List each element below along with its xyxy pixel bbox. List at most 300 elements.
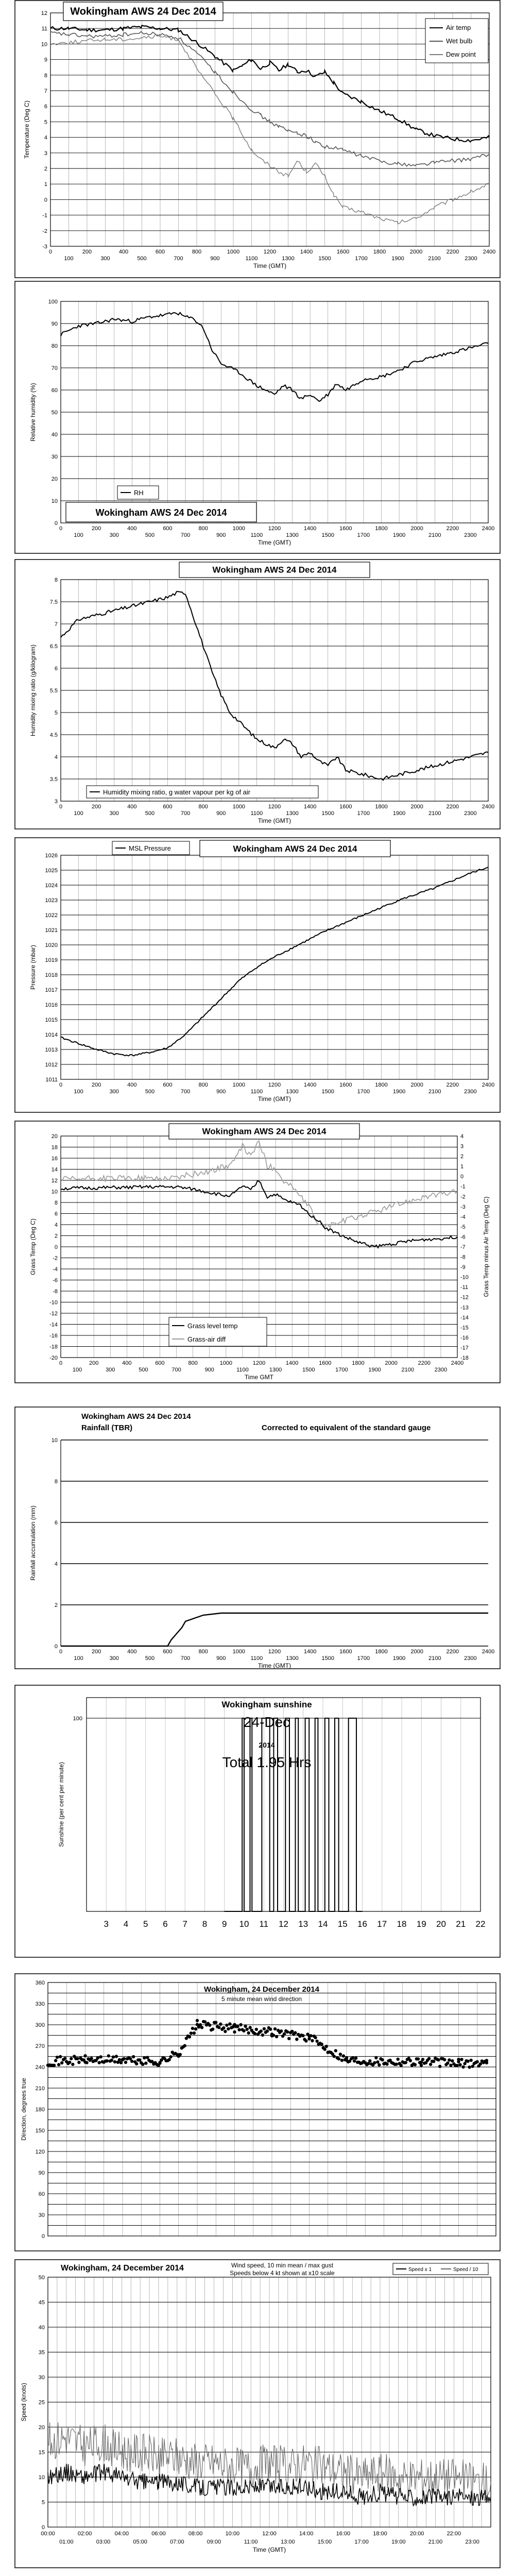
wind-direction-point [135,2062,138,2065]
grass-title: Wokingham AWS 24 Dec 2014 [202,1126,327,1137]
grass-ytick-label: -12 [49,1311,58,1317]
wspd-ytick-label: 45 [38,2299,45,2306]
rain-xtick-label: 1800 [375,1649,388,1655]
sun-xtick-label: 15 [337,1919,348,1929]
wind-direction-point [106,2059,109,2062]
wspd-ytick-label: 20 [38,2425,45,2431]
temp-ytick-label: 7 [44,88,47,94]
wind-direction-point [203,2020,207,2023]
hmr-xtick-label: 800 [198,804,208,810]
rh-ytick-label: 100 [48,299,58,305]
temp-xtick-label: 1100 [245,256,258,262]
rain-ytick-label: 0 [54,1643,58,1650]
wind-direction-point [301,2034,304,2037]
wind-direction-point [85,2061,88,2064]
wdir-ytick-label: 120 [35,2149,45,2155]
hmr-title: Wokingham AWS 24 Dec 2014 [212,565,337,575]
hmr-xtick-label: 2100 [428,810,441,817]
wind-direction-point [337,2057,340,2060]
wspd-xtick-label: 08:00 [188,2531,203,2537]
wind-direction-point [208,2024,211,2027]
wind-direction-point [309,2034,312,2037]
wind-direction-point [77,2061,80,2064]
rh-xtick-label: 2100 [428,532,441,538]
wind-direction-point [397,2058,400,2061]
temp-xtick-label: 300 [100,256,110,262]
grass-ytick-label: 8 [54,1200,58,1206]
sun-ylabel: Sunshine (per cent per minute) [58,1762,65,1847]
temp-ytick-label: 12 [41,10,47,16]
grass-xtick-label: 2100 [401,1367,414,1373]
temp-xtick-label: 1600 [336,249,350,255]
hmr-xtick-label: 1400 [303,804,317,810]
wspd-xtick-label: 22:00 [447,2531,461,2537]
rh-ytick-label: 0 [54,520,58,527]
temp-xtick-label: 1400 [300,249,313,255]
wdir-ytick-label: 90 [38,2170,45,2176]
temp-xlabel: Time (GMT) [253,262,287,269]
rh-xtick-label: 900 [216,532,226,538]
wdir-ytick-label: 270 [35,2043,45,2049]
rain-xtick-label: 800 [198,1649,208,1655]
wind-direction-point [260,2029,263,2032]
wind-direction-panel [14,1973,501,2251]
grass-ytick2-label: 2 [460,1154,464,1160]
wspd-xtick-label: 01:00 [59,2539,74,2545]
wspd-xtick-label: 06:00 [151,2531,166,2537]
temp-ytick-label: 6 [44,104,47,110]
wind-direction-point [448,2058,451,2061]
grass-xlabel: Time GMT [244,1374,274,1381]
grass-ytick-label: -2 [53,1255,58,1262]
wind-direction-point [320,2043,323,2046]
wspd-xtick-label: 04:00 [114,2531,129,2537]
wspd-xtick-label: 02:00 [77,2531,92,2537]
wind-direction-point [287,2037,290,2040]
wspd-xtick-label: 18:00 [373,2531,387,2537]
wind-direction-point [409,2059,412,2062]
wspd-ytick-label: 0 [41,2524,45,2531]
wind-direction-point [261,2033,264,2037]
pres-ylabel: Pressure (mbar) [29,945,37,990]
wind-direction-point [239,2023,242,2026]
rain-xtick-label: 1400 [303,1649,317,1655]
wind-direction-point [374,2056,377,2059]
rain-xtick-label: 1500 [321,1655,334,1662]
rh-xtick-label: 500 [145,532,155,538]
wdir-subtitle: 5 minute mean wind direction [221,1995,302,2003]
rainfall-panel [14,1406,501,1669]
wind-direction-point [333,2055,336,2058]
wspd-ytick-label: 5 [41,2499,45,2506]
grass-ytick-label: 14 [51,1166,58,1173]
pres-ytick-label: 1018 [45,972,58,978]
wind-direction-point [56,2056,59,2059]
hmr-xtick-label: 1500 [321,810,334,817]
wind-direction-point [438,2065,441,2068]
rain-xtick-label: 1000 [232,1649,246,1655]
wind-direction-point [183,2044,186,2047]
grass-ytick-label: -18 [49,1344,58,1350]
wind-direction-point [191,2027,194,2030]
pres-ytick-label: 1013 [45,1047,58,1053]
rh-ytick-label: 20 [51,476,58,482]
temp-ytick-label: 3 [44,150,47,157]
pres-ytick-label: 1023 [45,897,58,904]
wind-direction-point [113,2060,116,2063]
rain-xtick-label: 1600 [339,1649,352,1655]
temp-ytick-label: -1 [42,212,47,219]
wspd-ytick-label: 15 [38,2449,45,2456]
wdir-ytick-label: 300 [35,2022,45,2028]
wind-direction-point [437,2058,440,2061]
wind-speed-panel [14,2259,501,2568]
pres-ytick-label: 1024 [45,883,58,889]
wspd-legend-label: Speed x 1 [408,2267,432,2273]
pres-ytick-label: 1026 [45,853,58,859]
rh-ytick-label: 90 [51,321,58,327]
rain-xtick-label: 1100 [250,1655,263,1662]
wind-direction-point [368,2059,371,2062]
grass-xtick-label: 0 [59,1360,63,1366]
pres-xtick-label: 800 [198,1082,208,1088]
wind-direction-point [194,2027,197,2030]
grass-ytick2-label: -15 [460,1325,469,1331]
wind-direction-point [466,2060,469,2063]
rh-xtick-label: 400 [127,526,137,532]
wdir-ytick-label: 210 [35,2086,45,2092]
grass-ytick2-label: -4 [460,1214,466,1221]
grass-xtick-label: 200 [89,1360,99,1366]
wind-direction-point [304,2039,307,2042]
wind-direction-point [90,2057,93,2060]
grass-ytick2-label: -14 [460,1314,469,1321]
temp-ytick-label: 9 [44,57,47,63]
wdir-ylabel: Direction, degrees true [20,2078,27,2141]
pres-xtick-label: 1200 [268,1082,281,1088]
grass-ytick2-label: -13 [460,1304,469,1311]
grass-ytick-label: -6 [53,1277,58,1284]
grass-ytick2-label: -7 [460,1244,466,1250]
rh-ytick-label: 70 [51,365,58,371]
pres-xtick-label: 1700 [357,1089,370,1095]
rain-xtick-label: 2400 [482,1649,495,1655]
rh-xtick-label: 2000 [410,526,423,532]
rain-xlabel: Time (GMT) [258,1662,291,1669]
pres-xtick-label: 500 [145,1089,155,1095]
grass-ytick-label: 16 [51,1156,58,1162]
hmr-ytick-label: 6.5 [49,643,58,650]
wspd-xlabel: Time (GMT) [252,2546,286,2553]
grass-xtick-label: 2000 [385,1360,398,1366]
pres-xlabel: Time (GMT) [258,1095,291,1103]
temp-xtick-label: 1200 [263,249,277,255]
rh-xtick-label: 1800 [375,526,388,532]
wind-direction-point [461,2065,465,2069]
hmr-xtick-label: 900 [216,810,226,817]
hmr-xtick-label: 2300 [464,810,477,817]
hmr-xtick-label: 2200 [446,804,459,810]
wind-direction-point [283,2032,286,2036]
hmr-xtick-label: 600 [163,804,173,810]
wind-direction-point [236,2025,239,2028]
wspd-xtick-label: 20:00 [409,2531,424,2537]
wind-direction-point [193,2031,196,2035]
hmr-ytick-label: 3.5 [49,776,58,783]
wind-direction-point [138,2058,141,2061]
sun-xtick-label: 20 [436,1919,446,1929]
temp-xtick-label: 1700 [355,256,368,262]
temp-xtick-label: 500 [137,256,147,262]
rain-ytick-label: 8 [54,1479,58,1485]
rh-ylabel: Relative humidity (%) [29,383,37,442]
rh-xtick-label: 800 [198,526,208,532]
hmr-xtick-label: 400 [127,804,137,810]
wind-direction-point [124,2061,127,2064]
hmr-xtick-label: 2400 [482,804,495,810]
wind-direction-point [211,2027,214,2030]
wind-direction-point [196,2019,199,2022]
wind-direction-point [179,2053,182,2056]
grass-xtick-label: 2300 [434,1367,448,1373]
wind-direction-point [60,2061,63,2064]
grass-ytick-label: 20 [51,1133,58,1140]
wind-direction-point [334,2049,337,2052]
rain-ytick-label: 4 [54,1561,58,1567]
sun-xtick-label: 5 [143,1919,148,1929]
wdir-title: Wokingham, 24 December 2014 [204,1985,319,1994]
grass-ytick2-label: 3 [460,1143,464,1150]
rain-ytick-label: 2 [54,1602,58,1608]
hmr-xtick-label: 1200 [268,804,281,810]
rain-xtick-label: 700 [180,1655,191,1662]
temp-ytick-label: 5 [44,119,47,126]
temp-xtick-label: 0 [48,249,53,255]
wind-direction-point [83,2054,87,2057]
sun-title: Wokingham sunshine [221,1700,312,1709]
panel-border [15,838,500,1112]
temp-xtick-label: 2100 [428,256,441,262]
wspd-ytick-label: 40 [38,2325,45,2331]
wind-direction-point [246,2028,249,2031]
grass-ytick-label: -16 [49,1333,58,1339]
wind-direction-point [242,2029,245,2032]
rh-xtick-label: 1000 [232,526,246,532]
pres-xtick-label: 400 [127,1082,137,1088]
grass-xtick-label: 1200 [252,1360,266,1366]
wind-direction-point [63,2057,66,2060]
wind-direction-point [130,2060,133,2063]
grass-ytick2-label: -2 [460,1194,466,1200]
wind-direction-point [395,2063,398,2066]
hmr-xtick-label: 1600 [339,804,352,810]
pres-xtick-label: 100 [74,1089,83,1095]
rh-ytick-label: 30 [51,454,58,460]
rain-xtick-label: 900 [216,1655,226,1662]
hmr-ytick-label: 4 [54,754,58,760]
grass-xtick-label: 600 [155,1360,165,1366]
rain-ytick-label: 6 [54,1520,58,1526]
rh-xtick-label: 300 [109,532,119,538]
wind-direction-point [71,2063,74,2066]
pres-xtick-label: 2000 [410,1082,423,1088]
wspd-xtick-label: 23:00 [465,2539,479,2545]
wdir-ytick-label: 0 [41,2233,45,2240]
temp-xtick-label: 1300 [282,256,295,262]
pres-ytick-label: 1017 [45,987,58,993]
wind-direction-point [57,2063,60,2066]
hmr-xtick-label: 0 [59,804,63,810]
grass-ytick2-label: 0 [460,1174,464,1180]
wspd-title: Wokingham, 24 December 2014 [61,2264,184,2273]
wind-direction-point [342,2054,345,2057]
wind-direction-point [217,2026,220,2029]
mixing-ratio-panel [14,559,501,829]
grass-xtick-label: 1900 [368,1367,381,1373]
pres-title: Wokingham AWS 24 Dec 2014 [233,843,357,854]
hmr-ytick-label: 7 [54,621,58,628]
wdir-ytick-label: 240 [35,2064,45,2071]
rain-xtick-label: 1700 [357,1655,370,1662]
rain-xtick-label: 500 [145,1655,155,1662]
pres-ytick-label: 1015 [45,1017,58,1023]
sun-xtick-label: 17 [377,1919,387,1929]
wind-direction-point [132,2055,135,2058]
rh-title: Wokingham AWS 24 Dec 2014 [95,507,227,518]
pres-xtick-label: 2400 [482,1082,495,1088]
grass-ytick-label: -8 [53,1289,58,1295]
sun-xtick-label: 10 [239,1919,249,1929]
wind-direction-point [427,2057,431,2060]
grass-xtick-label: 1500 [302,1367,315,1373]
pres-xtick-label: 1500 [321,1089,334,1095]
grass-ytick2-label: -5 [460,1224,466,1230]
rh-xtick-label: 1100 [250,532,263,538]
wind-direction-point [376,2060,379,2063]
panel-border [15,1974,500,2251]
temp-xtick-label: 700 [174,256,183,262]
hmr-ytick-label: 3 [54,799,58,805]
rain-xtick-label: 2100 [428,1655,441,1662]
rh-xtick-label: 600 [163,526,173,532]
temp-xtick-label: 600 [155,249,165,255]
wind-direction-point [420,2064,423,2067]
wind-direction-point [263,2027,266,2030]
hmr-xtick-label: 200 [91,804,101,810]
pres-xtick-label: 0 [59,1082,63,1088]
wind-direction-point [307,2037,311,2040]
wind-direction-point [115,2055,118,2058]
wind-direction-point [404,2061,407,2064]
rh-xtick-label: 1900 [392,532,406,538]
hmr-ytick-label: 6 [54,666,58,672]
grass-xtick-label: 2400 [451,1360,464,1366]
hmr-ytick-label: 8 [54,577,58,583]
wspd-xtick-label: 12:00 [262,2531,277,2537]
grass-xtick-label: 1800 [352,1360,365,1366]
wspd-xtick-label: 05:00 [133,2539,147,2545]
grass-ytick2-label: -16 [460,1334,469,1341]
wspd-xtick-label: 21:00 [428,2539,443,2545]
wind-direction-point [188,2035,191,2038]
hmr-ytick-label: 5.5 [49,688,58,694]
hmr-ytick-label: 4.5 [49,732,58,738]
pres-xtick-label: 2200 [446,1082,459,1088]
temp-xtick-label: 2300 [465,256,477,262]
wind-direction-point [272,2033,275,2037]
temp-ytick-label: 1 [44,181,47,188]
wind-direction-point [98,2061,101,2064]
wspd-legend-label: Speed / 10 [453,2267,478,2273]
wind-direction-point [449,2064,452,2067]
rh-xtick-label: 700 [180,532,191,538]
grass-ytick-label: 2 [54,1233,58,1240]
wind-direction-point [290,2030,294,2033]
wind-direction-point [443,2058,446,2061]
wind-direction-point [167,2058,170,2061]
wind-direction-point [314,2036,317,2039]
rh-xtick-label: 2400 [482,526,495,532]
wind-direction-point [123,2057,126,2060]
wind-direction-point [269,2028,272,2031]
wind-direction-point [446,2061,449,2064]
wspd-note: Speeds below 4 kt shown at x10 scale [230,2269,335,2277]
wspd-ytick-label: 50 [38,2275,45,2281]
pres-xtick-label: 1800 [375,1082,388,1088]
temp-xtick-label: 900 [210,256,220,262]
wind-direction-point [253,2032,256,2035]
wind-direction-point [96,2056,99,2059]
temp-ytick-label: -3 [42,244,47,250]
grass-xtick-label: 1600 [319,1360,332,1366]
grass-ytick-label: 0 [54,1244,58,1250]
rh-xtick-label: 200 [91,526,101,532]
wdir-ytick-label: 360 [35,1980,45,1986]
grass-xtick-label: 1400 [285,1360,299,1366]
wspd-xtick-label: 07:00 [170,2539,184,2545]
grass-ylabel2: Grass Temp minus Air Temp (Deg C) [483,1196,490,1297]
wspd-xtick-label: 11:00 [244,2539,258,2545]
grass-xtick-label: 300 [106,1367,115,1373]
grass-ytick-label: 4 [54,1222,58,1228]
wspd-xtick-label: 13:00 [281,2539,295,2545]
wspd-xtick-label: 14:00 [299,2531,314,2537]
grass-xtick-label: 700 [171,1367,181,1373]
grass-ytick2-label: 4 [460,1133,464,1140]
wind-direction-point [112,2056,115,2059]
wdir-ytick-label: 30 [38,2212,45,2218]
sun-xtick-label: 9 [222,1919,227,1929]
sun-xtick-label: 18 [397,1919,407,1929]
wind-direction-point [323,2048,327,2051]
wind-direction-point [470,2059,473,2062]
hmr-xtick-label: 1100 [250,810,263,817]
rain-note: Corrected to equivalent of the standard gauge [262,1423,431,1432]
wspd-subtitle: Wind speed, 10 min mean / max gust [231,2262,334,2269]
wind-direction-point [417,2057,420,2060]
rain-xtick-label: 300 [109,1655,119,1662]
pres-xtick-label: 1600 [339,1082,352,1088]
sun-xtick-label: 13 [298,1919,308,1929]
rain-ytick-label: 10 [51,1437,58,1444]
rain-xtick-label: 1900 [392,1655,406,1662]
temp-legend-label: Wet bulb [446,37,473,45]
wind-direction-point [485,2061,488,2064]
wind-direction-point [225,2024,228,2027]
rh-ytick-label: 60 [51,387,58,394]
wind-direction-point [141,2063,144,2066]
wind-direction-point [354,2057,357,2060]
